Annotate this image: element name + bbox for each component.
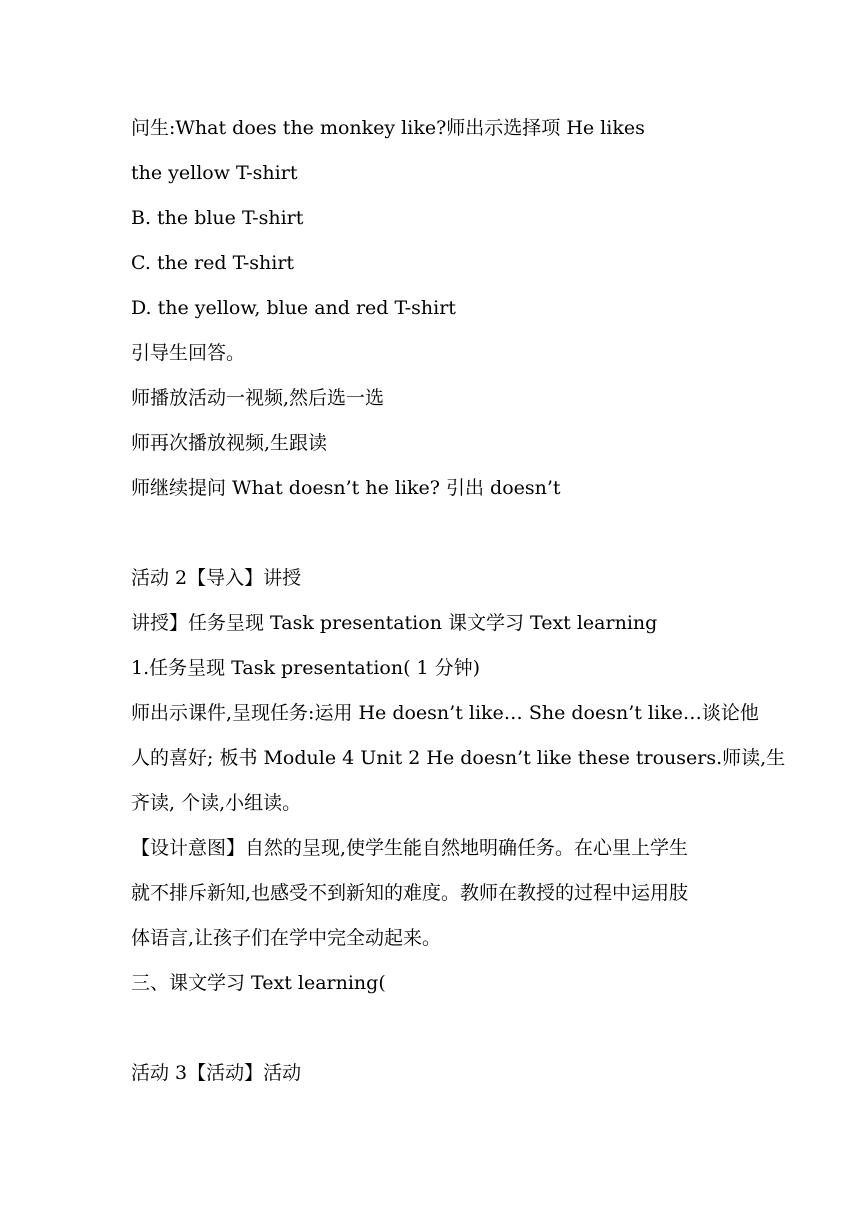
activity-3-heading: 活动 3【活动】活动 (131, 1062, 302, 1084)
text-line-courseware-1: 师出示课件,呈现任务:运用 He doesn’t like… She doesn’t like…谈论他 (131, 702, 759, 724)
text-line-task-presentation-duration: 1.任务呈现 Task presentation( 1 分钟) (131, 657, 481, 679)
text-line-play-video: 师播放活动一视频,然后选一选 (131, 387, 385, 409)
text-line-courseware-2: 人的喜好; 板书 Module 4 Unit 2 He doesn’t like these trousers.师读,生 (131, 747, 786, 769)
text-line-replay-video: 师再次播放视频,生跟读 (131, 432, 328, 454)
text-line-guide: 引导生回答。 (131, 342, 246, 364)
text-line-design-intent-1: 【设计意图】自然的呈现,使学生能自然地明确任务。在心里上学生 (131, 837, 689, 859)
text-line-option-d: D. the yellow, blue and red T-shirt (131, 297, 456, 319)
text-line-design-intent-3: 体语言,让孩子们在学中完全动起来。 (131, 927, 442, 949)
text-line-design-intent-2: 就不排斥新知,也感受不到新知的难度。教师在教授的过程中运用肢 (131, 882, 689, 904)
text-line-option-c: C. the red T-shirt (131, 252, 295, 274)
text-line-continue-question: 师继续提问 What doesn’t he like? 引出 doesn’t (131, 477, 561, 499)
text-line-courseware-3: 齐读, 个读,小组读。 (131, 792, 302, 814)
text-line-option-a: the yellow T-shirt (131, 162, 298, 184)
activity-2-heading: 活动 2【导入】讲授 (131, 567, 302, 589)
text-line-task-presentation: 讲授】任务呈现 Task presentation 课文学习 Text learning (131, 612, 658, 634)
section-3-heading: 三、课文学习 Text learning( (131, 972, 386, 994)
text-line-option-b: B. the blue T-shirt (131, 207, 304, 229)
text-line-question: 问生:What does the monkey like?师出示选择项 He likes (131, 117, 645, 139)
